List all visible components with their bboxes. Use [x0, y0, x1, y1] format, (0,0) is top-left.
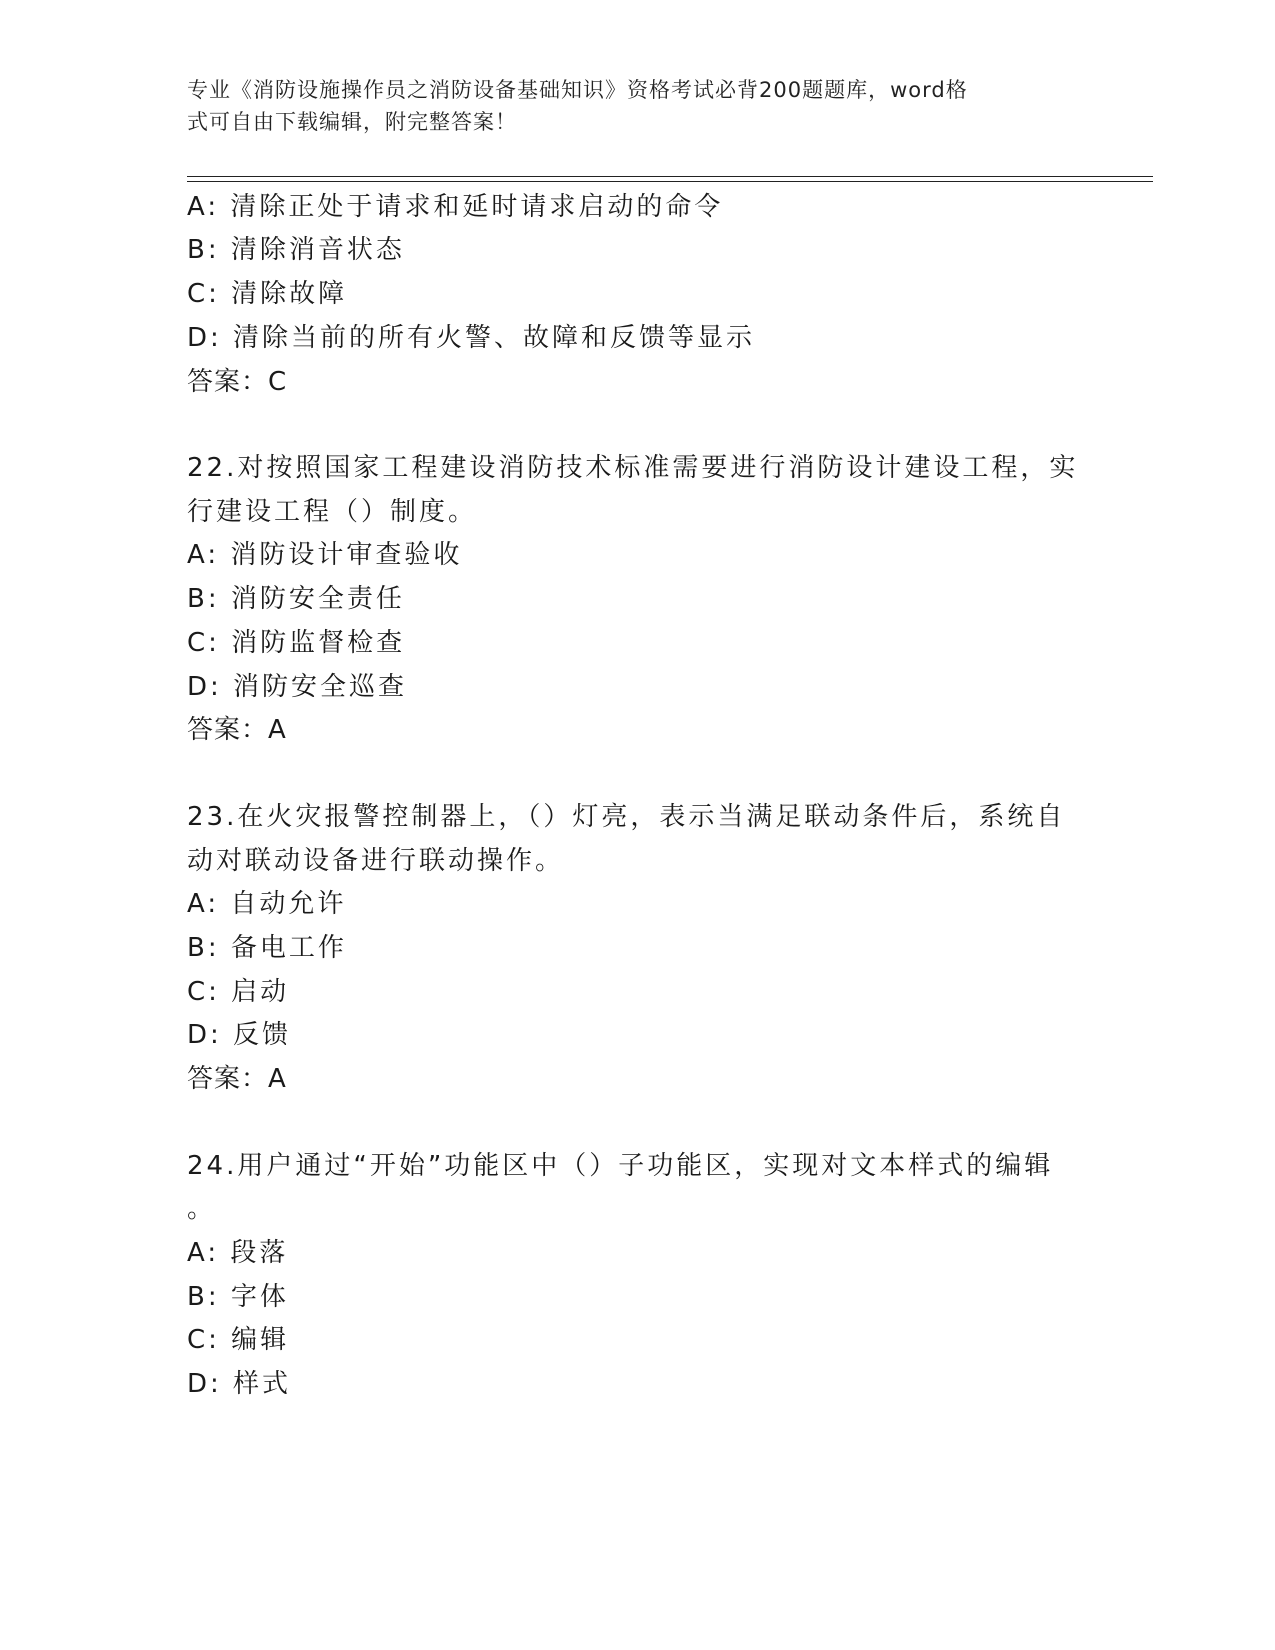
- option-c: C: 启动: [187, 977, 290, 1007]
- option-b: B: 备电工作: [187, 933, 347, 963]
- question-text-line-1: 24.用户通过“开始”功能区中（）子功能区，实现对文本样式的编辑: [187, 1151, 1054, 1181]
- option-b: B: 字体: [187, 1282, 289, 1312]
- option-d: D: 样式: [187, 1369, 292, 1399]
- answer: 答案：A: [187, 715, 287, 745]
- option-c: C: 编辑: [187, 1325, 290, 1355]
- question-text-line-2: 。: [187, 1194, 217, 1224]
- header-divider-top: [187, 176, 1153, 177]
- option-c: C: 消防监督检查: [187, 628, 406, 658]
- option-a: A: 段落: [187, 1238, 289, 1268]
- answer: 答案：A: [187, 1064, 287, 1094]
- option-b: B: 清除消音状态: [187, 235, 405, 265]
- option-a: A: 消防设计审查验收: [187, 540, 463, 570]
- header-line-1: 专业《消防设施操作员之消防设备基础知识》资格考试必背200题题库，word格: [187, 78, 968, 102]
- option-d: D: 清除当前的所有火警、故障和反馈等显示: [187, 323, 756, 353]
- question-text-line-2: 动对联动设备进行联动操作。: [187, 846, 565, 876]
- option-a: A: 自动允许: [187, 889, 347, 919]
- header-divider-bottom: [187, 181, 1153, 182]
- question-text-line-1: 23.在火灾报警控制器上，（）灯亮，表示当满足联动条件后，系统自: [187, 802, 1066, 832]
- option-d: D: 反馈: [187, 1020, 292, 1050]
- header-line-2: 式可自由下载编辑，附完整答案！: [187, 110, 517, 134]
- question-text-line-2: 行建设工程（）制度。: [187, 497, 478, 527]
- document-header: [187, 74, 1067, 138]
- option-c: C: 清除故障: [187, 279, 348, 309]
- answer: 答案：C: [187, 367, 288, 397]
- option-d: D: 消防安全巡查: [187, 672, 408, 702]
- question-text-line-1: 22.对按照国家工程建设消防技术标准需要进行消防设计建设工程，实: [187, 453, 1079, 483]
- option-b: B: 消防安全责任: [187, 584, 405, 614]
- option-a: A: 清除正处于请求和延时请求启动的命令: [187, 192, 724, 222]
